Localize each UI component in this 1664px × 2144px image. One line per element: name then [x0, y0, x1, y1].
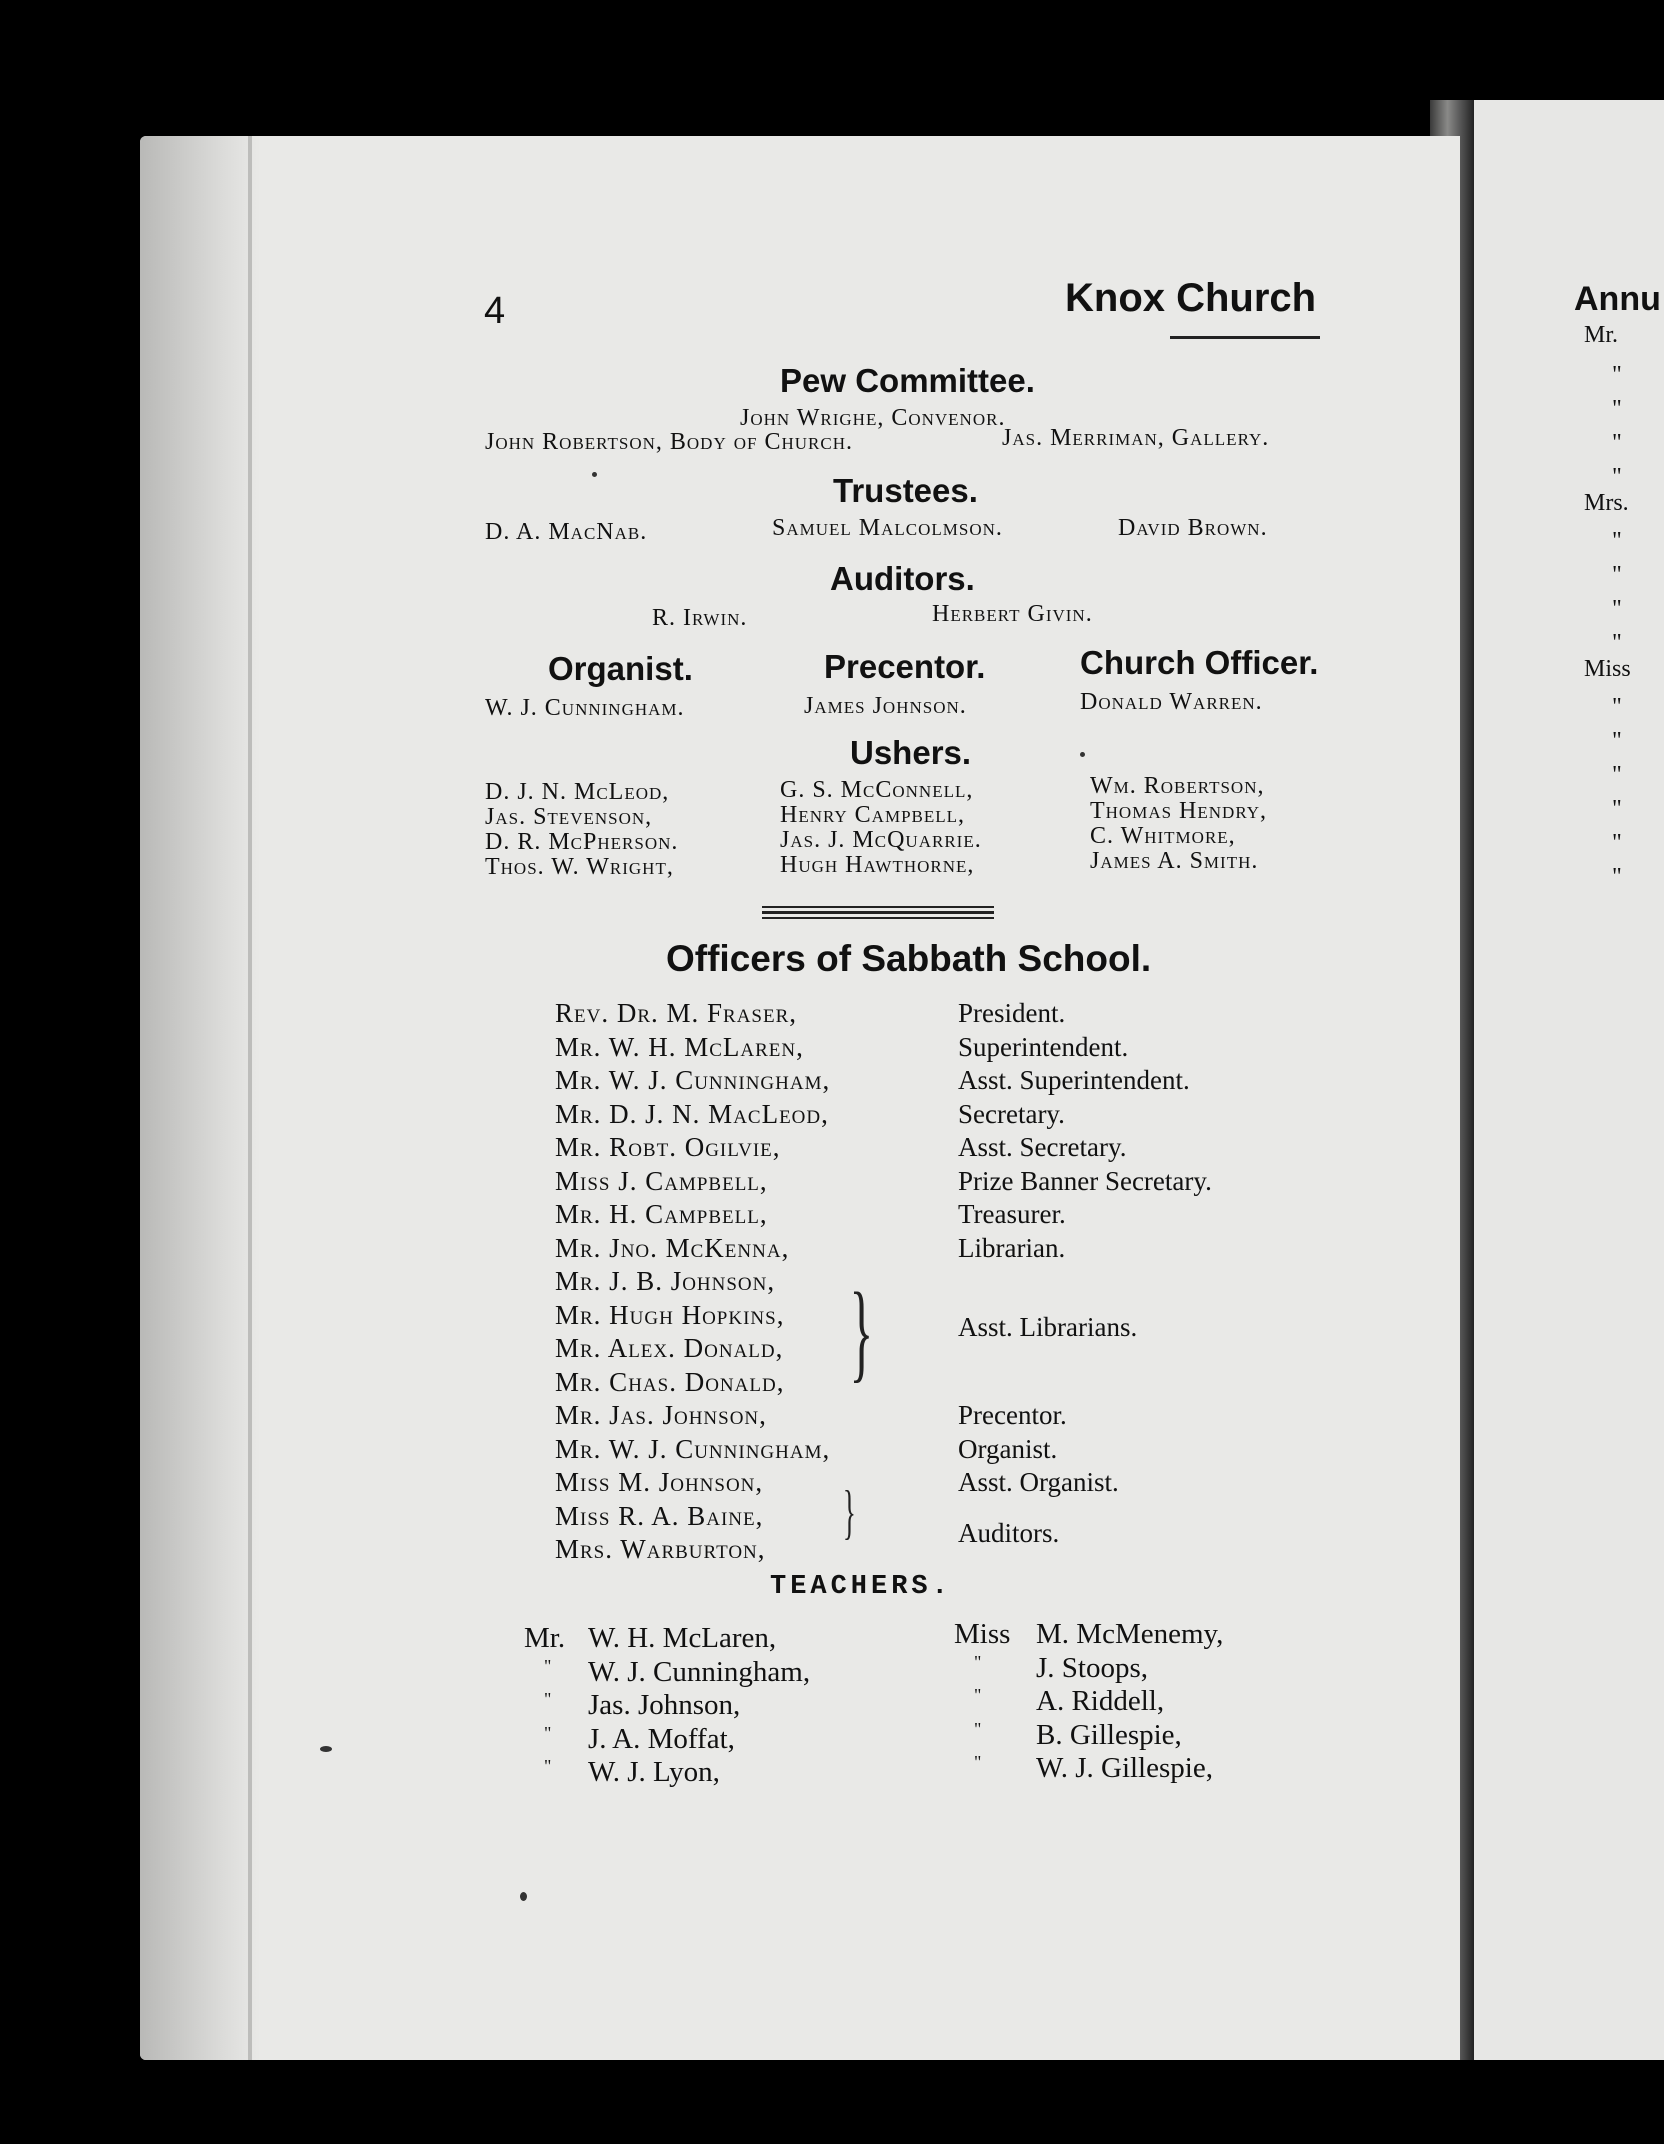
pew-committee-convenor: John Wrighe, Convenor. — [740, 405, 1006, 431]
teacher-name: Jas. Johnson, — [588, 1689, 741, 1721]
speck — [1080, 752, 1085, 757]
officer-name: Mr. Robt. Ogilvie, — [555, 1132, 781, 1162]
officer-role: President. — [958, 998, 1066, 1028]
officer-name: Miss M. Johnson, — [555, 1467, 764, 1497]
teacher-prefix: " — [974, 1718, 982, 1739]
ushers-heading: Ushers. — [850, 734, 972, 771]
officer-name: Mr. J. B. Johnson, — [555, 1266, 776, 1296]
church-officer-heading: Church Officer. — [1080, 644, 1319, 681]
facing-page-entry: " — [1612, 362, 1622, 388]
officer-role: Prize Banner Secretary. — [958, 1165, 1212, 1196]
teacher-name: W. J. Gillespie, — [1036, 1752, 1213, 1784]
facing-page-entry: Miss — [1584, 656, 1631, 682]
ushers-column — [1090, 774, 1267, 874]
usher-name: Thos. W. Wright, — [485, 854, 674, 880]
teacher-prefix: " — [974, 1685, 982, 1705]
speck — [320, 1746, 332, 1752]
sabbath-school-heading: Officers of Sabbath School. — [666, 938, 1152, 979]
running-head: Knox Church — [1065, 276, 1317, 320]
brace: } — [842, 1479, 856, 1545]
usher-name: Hugh Hawthorne, — [780, 852, 975, 878]
officer-name: Miss J. Campbell, — [555, 1165, 768, 1196]
teacher-name: A. Riddell, — [1036, 1685, 1165, 1717]
teacher-prefix: " — [544, 1655, 552, 1676]
facing-page-entry: " — [1612, 596, 1622, 622]
officer-role: Organist. — [958, 1433, 1058, 1464]
auditors-heading: Auditors. — [830, 560, 975, 597]
teacher-name: W. J. Cunningham, — [588, 1655, 811, 1688]
officer-name: Mr. W. H. McLaren, — [555, 1031, 804, 1062]
usher-name: Henry Campbell, — [780, 802, 966, 828]
page-number: 4 — [484, 290, 506, 332]
usher-name: Thomas Hendry, — [1090, 798, 1268, 824]
speck — [592, 472, 597, 477]
section-rule — [762, 917, 994, 919]
facing-page-entry: " — [1612, 562, 1622, 588]
officer-name: Rev. Dr. M. Fraser, — [555, 998, 798, 1028]
organist-name: W. J. Cunningham. — [485, 695, 685, 721]
officer-role: Secretary. — [958, 1098, 1065, 1129]
teacher-prefix: " — [974, 1651, 982, 1672]
running-head-underline — [1170, 336, 1320, 339]
officer-name: Miss R. A. Baine, — [555, 1500, 764, 1531]
teacher-prefix: Mr. — [524, 1622, 566, 1654]
brace: } — [849, 1270, 874, 1392]
usher-name: D. J. N. McLeod, — [485, 779, 670, 805]
teacher-prefix: " — [544, 1756, 552, 1776]
facing-page-entry: " — [1612, 396, 1622, 422]
teacher-name: W. J. Lyon, — [588, 1756, 720, 1788]
ushers-column — [780, 778, 982, 878]
officer-name: Mr. W. J. Cunningham, — [555, 1065, 831, 1095]
precentor-heading: Precentor. — [824, 648, 986, 685]
pew-committee-left: John Robertson, Body of Church. — [485, 429, 853, 455]
speck — [520, 1892, 527, 1901]
usher-name: Jas. J. McQuarrie. — [780, 827, 982, 853]
teacher-name: J. A. Moffat, — [588, 1722, 735, 1755]
officer-name: Mr. H. Campbell, — [555, 1199, 768, 1229]
section-rule — [762, 911, 994, 914]
teacher-name: M. McMenemy, — [1036, 1618, 1224, 1650]
officer-role: Asst. Secretary. — [958, 1132, 1127, 1162]
officer-name: Mr. Hugh Hopkins, — [555, 1299, 785, 1330]
usher-name: C. Whitmore, — [1090, 823, 1236, 849]
teacher-prefix: " — [544, 1722, 552, 1743]
teacher-prefix: " — [544, 1689, 552, 1709]
officer-role: Superintendent. — [958, 1031, 1129, 1062]
facing-page-entry: " — [1612, 694, 1622, 720]
binding-line — [248, 136, 252, 2060]
facing-page-entry: " — [1612, 464, 1622, 490]
church-officer-name: Donald Warren. — [1080, 689, 1263, 715]
officer-role: Asst. Librarians. — [958, 1311, 1138, 1342]
facing-page — [1474, 100, 1664, 2060]
teachers-heading: TEACHERS. — [770, 1572, 952, 1602]
teacher-name: B. Gillespie, — [1036, 1718, 1182, 1751]
officer-name: Mr. D. J. N. MacLeod, — [555, 1098, 829, 1129]
auditor-name: R. Irwin. — [652, 605, 748, 631]
teacher-prefix: Miss — [954, 1618, 1011, 1650]
facing-page-entry: " — [1612, 528, 1622, 554]
organist-heading: Organist. — [548, 650, 693, 687]
pew-committee-heading: Pew Committee. — [780, 362, 1035, 399]
precentor-name: James Johnson. — [804, 693, 967, 719]
officer-name: Mr. Chas. Donald, — [555, 1366, 785, 1397]
facing-page-entry: Mrs. — [1584, 490, 1629, 516]
trustees-heading: Trustees. — [833, 472, 978, 509]
teacher-name: J. Stoops, — [1036, 1651, 1149, 1684]
facing-page-entry: " — [1612, 864, 1622, 890]
facing-page-entry: " — [1612, 830, 1622, 856]
section-rule — [762, 906, 994, 908]
trustee-name: Samuel Malcolmson. — [772, 515, 1003, 541]
usher-name: G. S. McConnell, — [780, 777, 974, 803]
facing-page-entry: Mr. — [1584, 322, 1619, 348]
trustee-name: David Brown. — [1118, 515, 1268, 541]
officer-role: Librarian. — [958, 1232, 1066, 1263]
usher-name: James A. Smith. — [1090, 848, 1259, 874]
officer-role: Auditors. — [958, 1518, 1060, 1548]
officer-name: Mr. Alex. Donald, — [555, 1333, 784, 1363]
facing-page-head: Annu — [1574, 280, 1661, 318]
trustee-name: D. A. MacNab. — [485, 519, 648, 545]
usher-name: D. R. McPherson. — [485, 829, 679, 855]
officer-role: Precentor. — [958, 1400, 1067, 1430]
facing-page-entry: " — [1612, 796, 1622, 822]
ushers-column — [485, 780, 678, 880]
officer-role: Asst. Superintendent. — [958, 1065, 1190, 1095]
officer-role: Asst. Organist. — [958, 1467, 1119, 1497]
usher-name: Jas. Stevenson, — [485, 804, 653, 830]
facing-page-entry: " — [1612, 630, 1622, 656]
teacher-name: W. H. McLaren, — [588, 1622, 777, 1654]
facing-page-entry: " — [1612, 728, 1622, 754]
officer-name: Mr. Jno. McKenna, — [555, 1232, 790, 1263]
document-page — [140, 136, 1460, 2060]
page-shadow — [140, 136, 260, 2060]
officer-name: Mr. W. J. Cunningham, — [555, 1433, 831, 1464]
officer-role: Treasurer. — [958, 1199, 1066, 1229]
officer-name: Mrs. Warburton, — [555, 1534, 766, 1564]
facing-page-entry: " — [1612, 430, 1622, 456]
usher-name: Wm. Robertson, — [1090, 773, 1265, 799]
auditor-name: Herbert Givin. — [932, 601, 1093, 627]
teacher-prefix: " — [974, 1752, 982, 1772]
pew-committee-right: Jas. Merriman, Gallery. — [1002, 425, 1270, 451]
officer-name: Mr. Jas. Johnson, — [555, 1400, 767, 1430]
facing-page-entry: " — [1612, 762, 1622, 788]
